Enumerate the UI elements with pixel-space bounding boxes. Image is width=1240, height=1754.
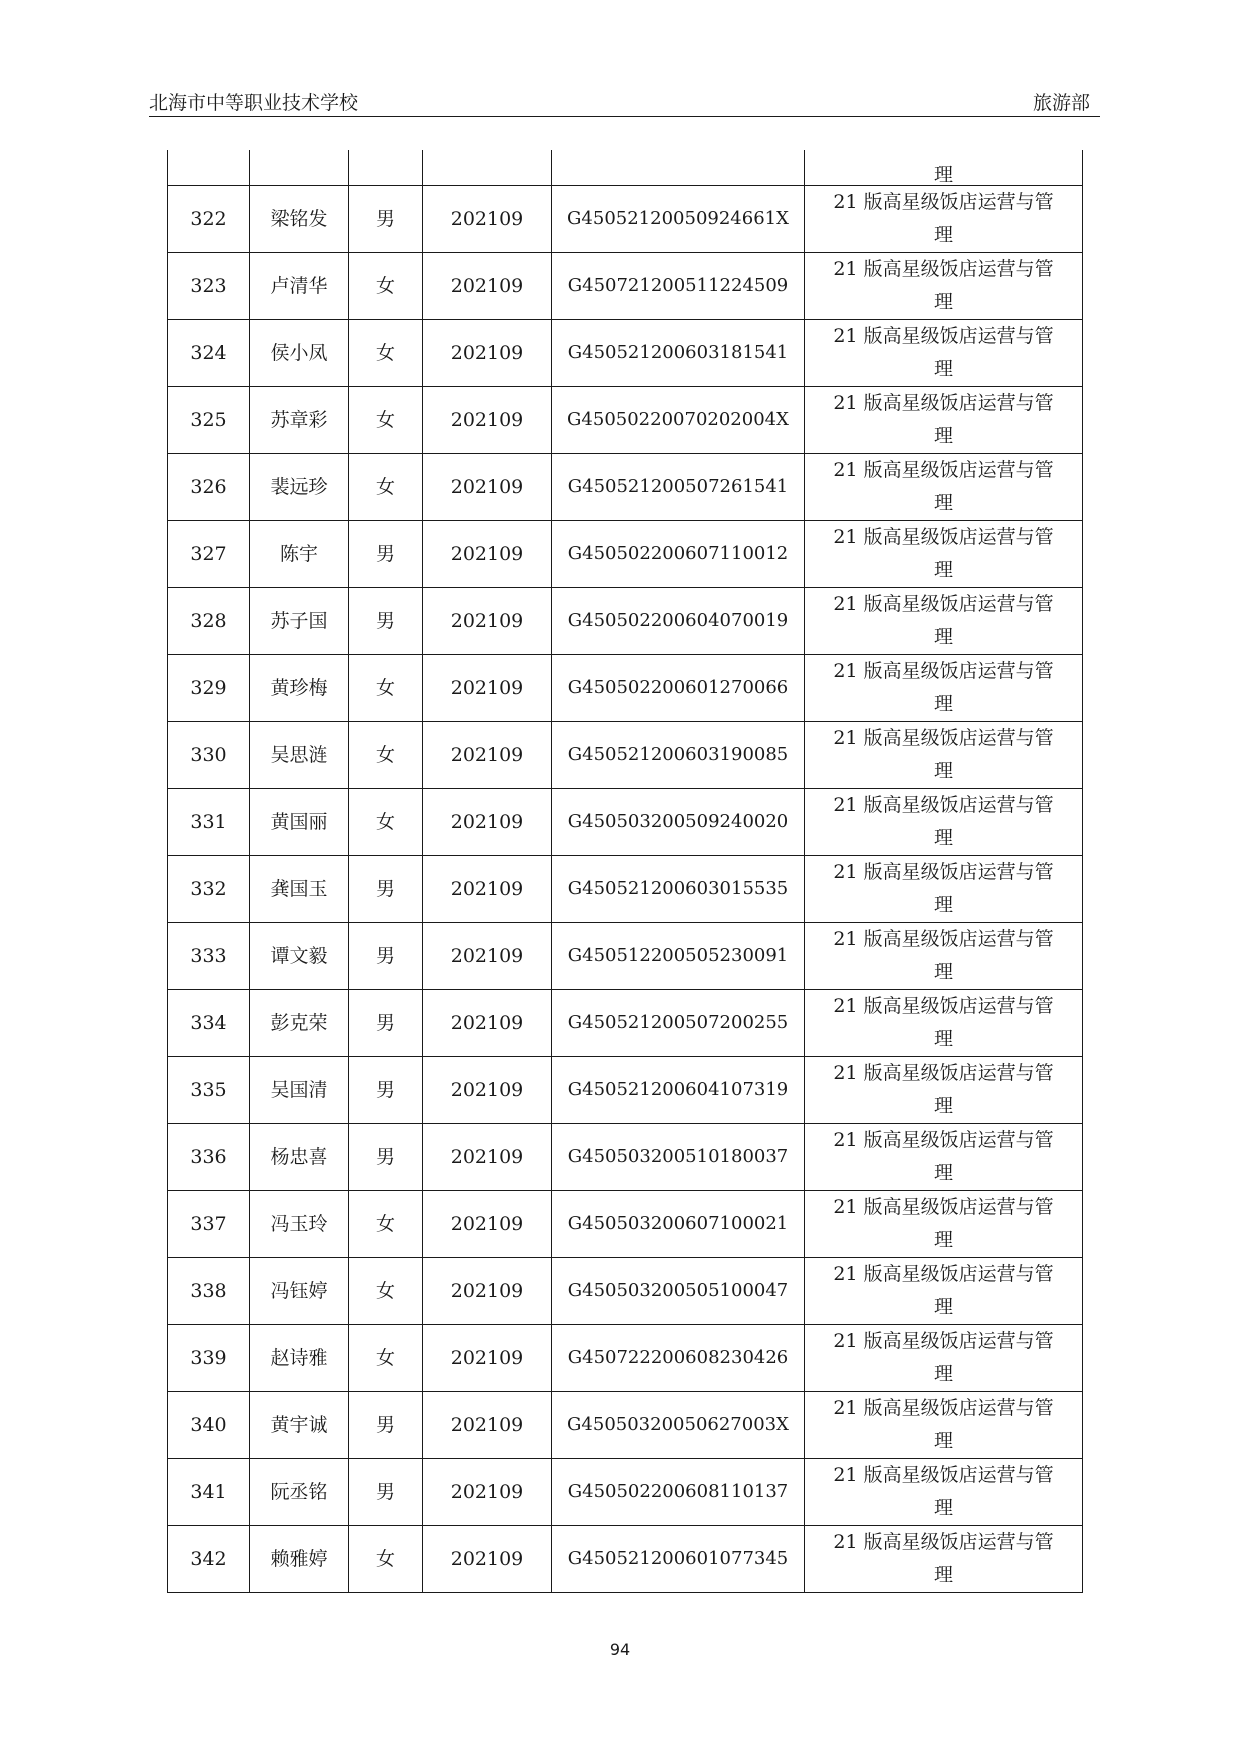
cell-gender: 女 bbox=[349, 789, 423, 856]
major-line-2: 理 bbox=[933, 358, 953, 380]
major-line-2: 理 bbox=[933, 1363, 953, 1385]
cell-enroll-date: 202109 bbox=[423, 1191, 552, 1258]
cell-major bbox=[805, 923, 1083, 990]
major-line-2: 理 bbox=[933, 693, 953, 715]
cell-enroll-date: 202109 bbox=[423, 655, 552, 722]
cell-student-id: G450521200603190085 bbox=[552, 722, 805, 789]
cell-name: 龚国玉 bbox=[250, 856, 349, 923]
cell-name: 冯钰婷 bbox=[250, 1258, 349, 1325]
cell-enroll-date: 202109 bbox=[423, 789, 552, 856]
cell-gender: 女 bbox=[349, 253, 423, 320]
cell-major bbox=[805, 990, 1083, 1057]
major-line-2: 理 bbox=[933, 760, 953, 782]
cell-number: 340 bbox=[168, 1392, 250, 1459]
cell-student-id: G450722200608230426 bbox=[552, 1325, 805, 1392]
cell-student-id: G450521200603181541 bbox=[552, 320, 805, 387]
major-line-1: 21 版高星级饭店运营与管 bbox=[833, 258, 1054, 280]
cell-name: 陈宇 bbox=[250, 521, 349, 588]
cell-name: 黄国丽 bbox=[250, 789, 349, 856]
cell-student-id: G450503200510180037 bbox=[552, 1124, 805, 1191]
cell-number: 327 bbox=[168, 521, 250, 588]
cell-major bbox=[805, 320, 1083, 387]
cell-major bbox=[805, 722, 1083, 789]
major-line-2: 理 bbox=[933, 1296, 953, 1318]
table-row bbox=[168, 186, 1083, 253]
cell-number: 333 bbox=[168, 923, 250, 990]
cell-name: 谭文毅 bbox=[250, 923, 349, 990]
cell-enroll-date: 202109 bbox=[423, 1526, 552, 1593]
cell-gender: 男 bbox=[349, 521, 423, 588]
page-number: 94 bbox=[609, 1640, 631, 1659]
major-line-2: 理 bbox=[933, 1028, 953, 1050]
major-line-1: 21 版高星级饭店运营与管 bbox=[833, 1062, 1054, 1084]
cell-student-id: G450521200603015535 bbox=[552, 856, 805, 923]
cell-major bbox=[805, 1526, 1083, 1593]
cell-number: 323 bbox=[168, 253, 250, 320]
cell-gender: 女 bbox=[349, 454, 423, 521]
cell-major bbox=[805, 521, 1083, 588]
cell-enroll-date: 202109 bbox=[423, 1459, 552, 1526]
major-line-2: 理 bbox=[933, 1229, 953, 1251]
cell-enroll-date: 202109 bbox=[423, 253, 552, 320]
table-row bbox=[168, 655, 1083, 722]
major-line-1: 21 版高星级饭店运营与管 bbox=[833, 1263, 1054, 1285]
cell-number: 334 bbox=[168, 990, 250, 1057]
cell-number: 330 bbox=[168, 722, 250, 789]
major-line-1: 21 版高星级饭店运营与管 bbox=[833, 794, 1054, 816]
major-line-2: 理 bbox=[933, 1162, 953, 1184]
cell-enroll-date: 202109 bbox=[423, 320, 552, 387]
major-line-1: 21 版高星级饭店运营与管 bbox=[833, 1531, 1054, 1553]
cell-number: 338 bbox=[168, 1258, 250, 1325]
cell-student-id: G450512200505230091 bbox=[552, 923, 805, 990]
cell-number: 335 bbox=[168, 1057, 250, 1124]
table-row bbox=[168, 1526, 1083, 1593]
cell-major bbox=[805, 1057, 1083, 1124]
cell-student-id: G450721200511224509 bbox=[552, 253, 805, 320]
cell-name: 赵诗雅 bbox=[250, 1325, 349, 1392]
major-line-1: 21 版高星级饭店运营与管 bbox=[833, 928, 1054, 950]
cell-enroll-date: 202109 bbox=[423, 1057, 552, 1124]
continued-cell-empty bbox=[250, 150, 349, 186]
cell-number: 329 bbox=[168, 655, 250, 722]
cell-number: 326 bbox=[168, 454, 250, 521]
cell-enroll-date: 202109 bbox=[423, 1124, 552, 1191]
continued-cell-empty bbox=[168, 150, 250, 186]
cell-number: 336 bbox=[168, 1124, 250, 1191]
major-line-1: 21 版高星级饭店运营与管 bbox=[833, 1397, 1054, 1419]
cell-gender: 男 bbox=[349, 1392, 423, 1459]
cell-number: 339 bbox=[168, 1325, 250, 1392]
cell-enroll-date: 202109 bbox=[423, 186, 552, 253]
table-row bbox=[168, 722, 1083, 789]
major-line-1: 21 版高星级饭店运营与管 bbox=[833, 526, 1054, 548]
major-line-1: 21 版高星级饭店运营与管 bbox=[833, 593, 1054, 615]
major-line-2: 理 bbox=[933, 1095, 953, 1117]
major-line-1: 21 版高星级饭店运营与管 bbox=[833, 392, 1054, 414]
cell-name: 吴国清 bbox=[250, 1057, 349, 1124]
table-row bbox=[168, 1258, 1083, 1325]
cell-major bbox=[805, 454, 1083, 521]
cell-name: 侯小凤 bbox=[250, 320, 349, 387]
cell-enroll-date: 202109 bbox=[423, 1392, 552, 1459]
major-line-1: 21 版高星级饭店运营与管 bbox=[833, 995, 1054, 1017]
cell-gender: 女 bbox=[349, 722, 423, 789]
cell-number: 332 bbox=[168, 856, 250, 923]
cell-student-id: G45050320050627003X bbox=[552, 1392, 805, 1459]
table-row bbox=[168, 320, 1083, 387]
major-line-2: 理 bbox=[933, 224, 953, 246]
cell-major bbox=[805, 1124, 1083, 1191]
table-row bbox=[168, 856, 1083, 923]
cell-name: 梁铭发 bbox=[250, 186, 349, 253]
table-row bbox=[168, 1057, 1083, 1124]
cell-enroll-date: 202109 bbox=[423, 722, 552, 789]
cell-enroll-date: 202109 bbox=[423, 387, 552, 454]
header-school-name: 北海市中等职业技术学校 bbox=[149, 92, 359, 114]
table-row bbox=[168, 521, 1083, 588]
cell-name: 阮丞铭 bbox=[250, 1459, 349, 1526]
cell-major bbox=[805, 1392, 1083, 1459]
table-row bbox=[168, 253, 1083, 320]
cell-name: 杨忠喜 bbox=[250, 1124, 349, 1191]
continued-cell-major: 理 bbox=[805, 150, 1083, 186]
cell-number: 331 bbox=[168, 789, 250, 856]
cell-name: 黄宇诚 bbox=[250, 1392, 349, 1459]
cell-student-id: G450502200607110012 bbox=[552, 521, 805, 588]
cell-name: 彭克荣 bbox=[250, 990, 349, 1057]
cell-gender: 男 bbox=[349, 990, 423, 1057]
table-row bbox=[168, 1124, 1083, 1191]
table-row bbox=[168, 1325, 1083, 1392]
major-line-1: 21 版高星级饭店运营与管 bbox=[833, 861, 1054, 883]
cell-number: 325 bbox=[168, 387, 250, 454]
cell-number: 328 bbox=[168, 588, 250, 655]
cell-enroll-date: 202109 bbox=[423, 588, 552, 655]
table-row bbox=[168, 990, 1083, 1057]
cell-gender: 女 bbox=[349, 1325, 423, 1392]
cell-name: 冯玉玲 bbox=[250, 1191, 349, 1258]
table-row bbox=[168, 1392, 1083, 1459]
table-row bbox=[168, 588, 1083, 655]
cell-number: 337 bbox=[168, 1191, 250, 1258]
cell-gender: 女 bbox=[349, 387, 423, 454]
table-row bbox=[168, 387, 1083, 454]
cell-major bbox=[805, 1325, 1083, 1392]
major-line-2: 理 bbox=[933, 559, 953, 581]
cell-major bbox=[805, 789, 1083, 856]
major-line-2: 理 bbox=[933, 492, 953, 514]
major-line-1: 21 版高星级饭店运营与管 bbox=[833, 1330, 1054, 1352]
cell-enroll-date: 202109 bbox=[423, 856, 552, 923]
cell-number: 324 bbox=[168, 320, 250, 387]
cell-gender: 男 bbox=[349, 1124, 423, 1191]
continued-cell-empty bbox=[423, 150, 552, 186]
cell-major bbox=[805, 186, 1083, 253]
cell-student-id: G450521200507200255 bbox=[552, 990, 805, 1057]
cell-major bbox=[805, 856, 1083, 923]
cell-student-id: G45052120050924661X bbox=[552, 186, 805, 253]
table-row bbox=[168, 1191, 1083, 1258]
cell-major bbox=[805, 588, 1083, 655]
cell-number: 322 bbox=[168, 186, 250, 253]
cell-name: 卢清华 bbox=[250, 253, 349, 320]
cell-gender: 男 bbox=[349, 923, 423, 990]
cell-major bbox=[805, 655, 1083, 722]
major-line-2: 理 bbox=[933, 1430, 953, 1452]
cell-gender: 女 bbox=[349, 320, 423, 387]
header-department: 旅游部 bbox=[1032, 92, 1090, 114]
major-line-1: 21 版高星级饭店运营与管 bbox=[833, 459, 1054, 481]
major-line-1: 21 版高星级饭店运营与管 bbox=[833, 660, 1054, 682]
major-line-1: 21 版高星级饭店运营与管 bbox=[833, 1196, 1054, 1218]
major-line-1: 21 版高星级饭店运营与管 bbox=[833, 1464, 1054, 1486]
cell-gender: 男 bbox=[349, 186, 423, 253]
table-row bbox=[168, 923, 1083, 990]
major-line-2: 理 bbox=[933, 894, 953, 916]
major-line-1: 21 版高星级饭店运营与管 bbox=[833, 191, 1054, 213]
table-row bbox=[168, 454, 1083, 521]
header-divider bbox=[149, 116, 1100, 117]
cell-number: 341 bbox=[168, 1459, 250, 1526]
cell-gender: 女 bbox=[349, 1191, 423, 1258]
cell-enroll-date: 202109 bbox=[423, 454, 552, 521]
major-line-2: 理 bbox=[933, 827, 953, 849]
cell-student-id: G450502200601270066 bbox=[552, 655, 805, 722]
cell-name: 苏子国 bbox=[250, 588, 349, 655]
major-line-1: 21 版高星级饭店运营与管 bbox=[833, 727, 1054, 749]
major-line-2: 理 bbox=[933, 1497, 953, 1519]
cell-major bbox=[805, 387, 1083, 454]
cell-enroll-date: 202109 bbox=[423, 1258, 552, 1325]
cell-major bbox=[805, 253, 1083, 320]
cell-enroll-date: 202109 bbox=[423, 521, 552, 588]
student-table-wrapper bbox=[167, 150, 1082, 1593]
cell-name: 吴思涟 bbox=[250, 722, 349, 789]
cell-major bbox=[805, 1459, 1083, 1526]
student-table bbox=[167, 150, 1083, 1593]
major-line-2: 理 bbox=[933, 626, 953, 648]
cell-enroll-date: 202109 bbox=[423, 1325, 552, 1392]
cell-student-id: G450521200507261541 bbox=[552, 454, 805, 521]
cell-student-id: G450521200604107319 bbox=[552, 1057, 805, 1124]
table-row-continued bbox=[168, 150, 1083, 186]
cell-student-id: G450503200505100047 bbox=[552, 1258, 805, 1325]
cell-enroll-date: 202109 bbox=[423, 990, 552, 1057]
cell-name: 裴远珍 bbox=[250, 454, 349, 521]
cell-name: 赖雅婷 bbox=[250, 1526, 349, 1593]
cell-student-id: G450521200601077345 bbox=[552, 1526, 805, 1593]
student-table-body bbox=[168, 150, 1083, 1593]
major-line-2: 理 bbox=[933, 1564, 953, 1586]
cell-gender: 男 bbox=[349, 1057, 423, 1124]
cell-name: 黄珍梅 bbox=[250, 655, 349, 722]
cell-student-id: G450502200604070019 bbox=[552, 588, 805, 655]
table-row bbox=[168, 789, 1083, 856]
cell-student-id: G45050220070202004X bbox=[552, 387, 805, 454]
continued-cell-empty bbox=[349, 150, 423, 186]
cell-number: 342 bbox=[168, 1526, 250, 1593]
major-line-2: 理 bbox=[933, 291, 953, 313]
major-line-2: 理 bbox=[933, 961, 953, 983]
cell-student-id: G450502200608110137 bbox=[552, 1459, 805, 1526]
cell-major bbox=[805, 1191, 1083, 1258]
cell-gender: 女 bbox=[349, 1258, 423, 1325]
cell-major bbox=[805, 1258, 1083, 1325]
cell-name: 苏章彩 bbox=[250, 387, 349, 454]
cell-enroll-date: 202109 bbox=[423, 923, 552, 990]
cell-gender: 男 bbox=[349, 856, 423, 923]
major-line-1: 21 版高星级饭店运营与管 bbox=[833, 325, 1054, 347]
cell-gender: 男 bbox=[349, 1459, 423, 1526]
cell-gender: 女 bbox=[349, 655, 423, 722]
major-line-2: 理 bbox=[933, 425, 953, 447]
table-row bbox=[168, 1459, 1083, 1526]
major-line-1: 21 版高星级饭店运营与管 bbox=[833, 1129, 1054, 1151]
continued-cell-empty bbox=[552, 150, 805, 186]
cell-gender: 男 bbox=[349, 588, 423, 655]
cell-student-id: G450503200509240020 bbox=[552, 789, 805, 856]
cell-student-id: G450503200607100021 bbox=[552, 1191, 805, 1258]
cell-gender: 女 bbox=[349, 1526, 423, 1593]
